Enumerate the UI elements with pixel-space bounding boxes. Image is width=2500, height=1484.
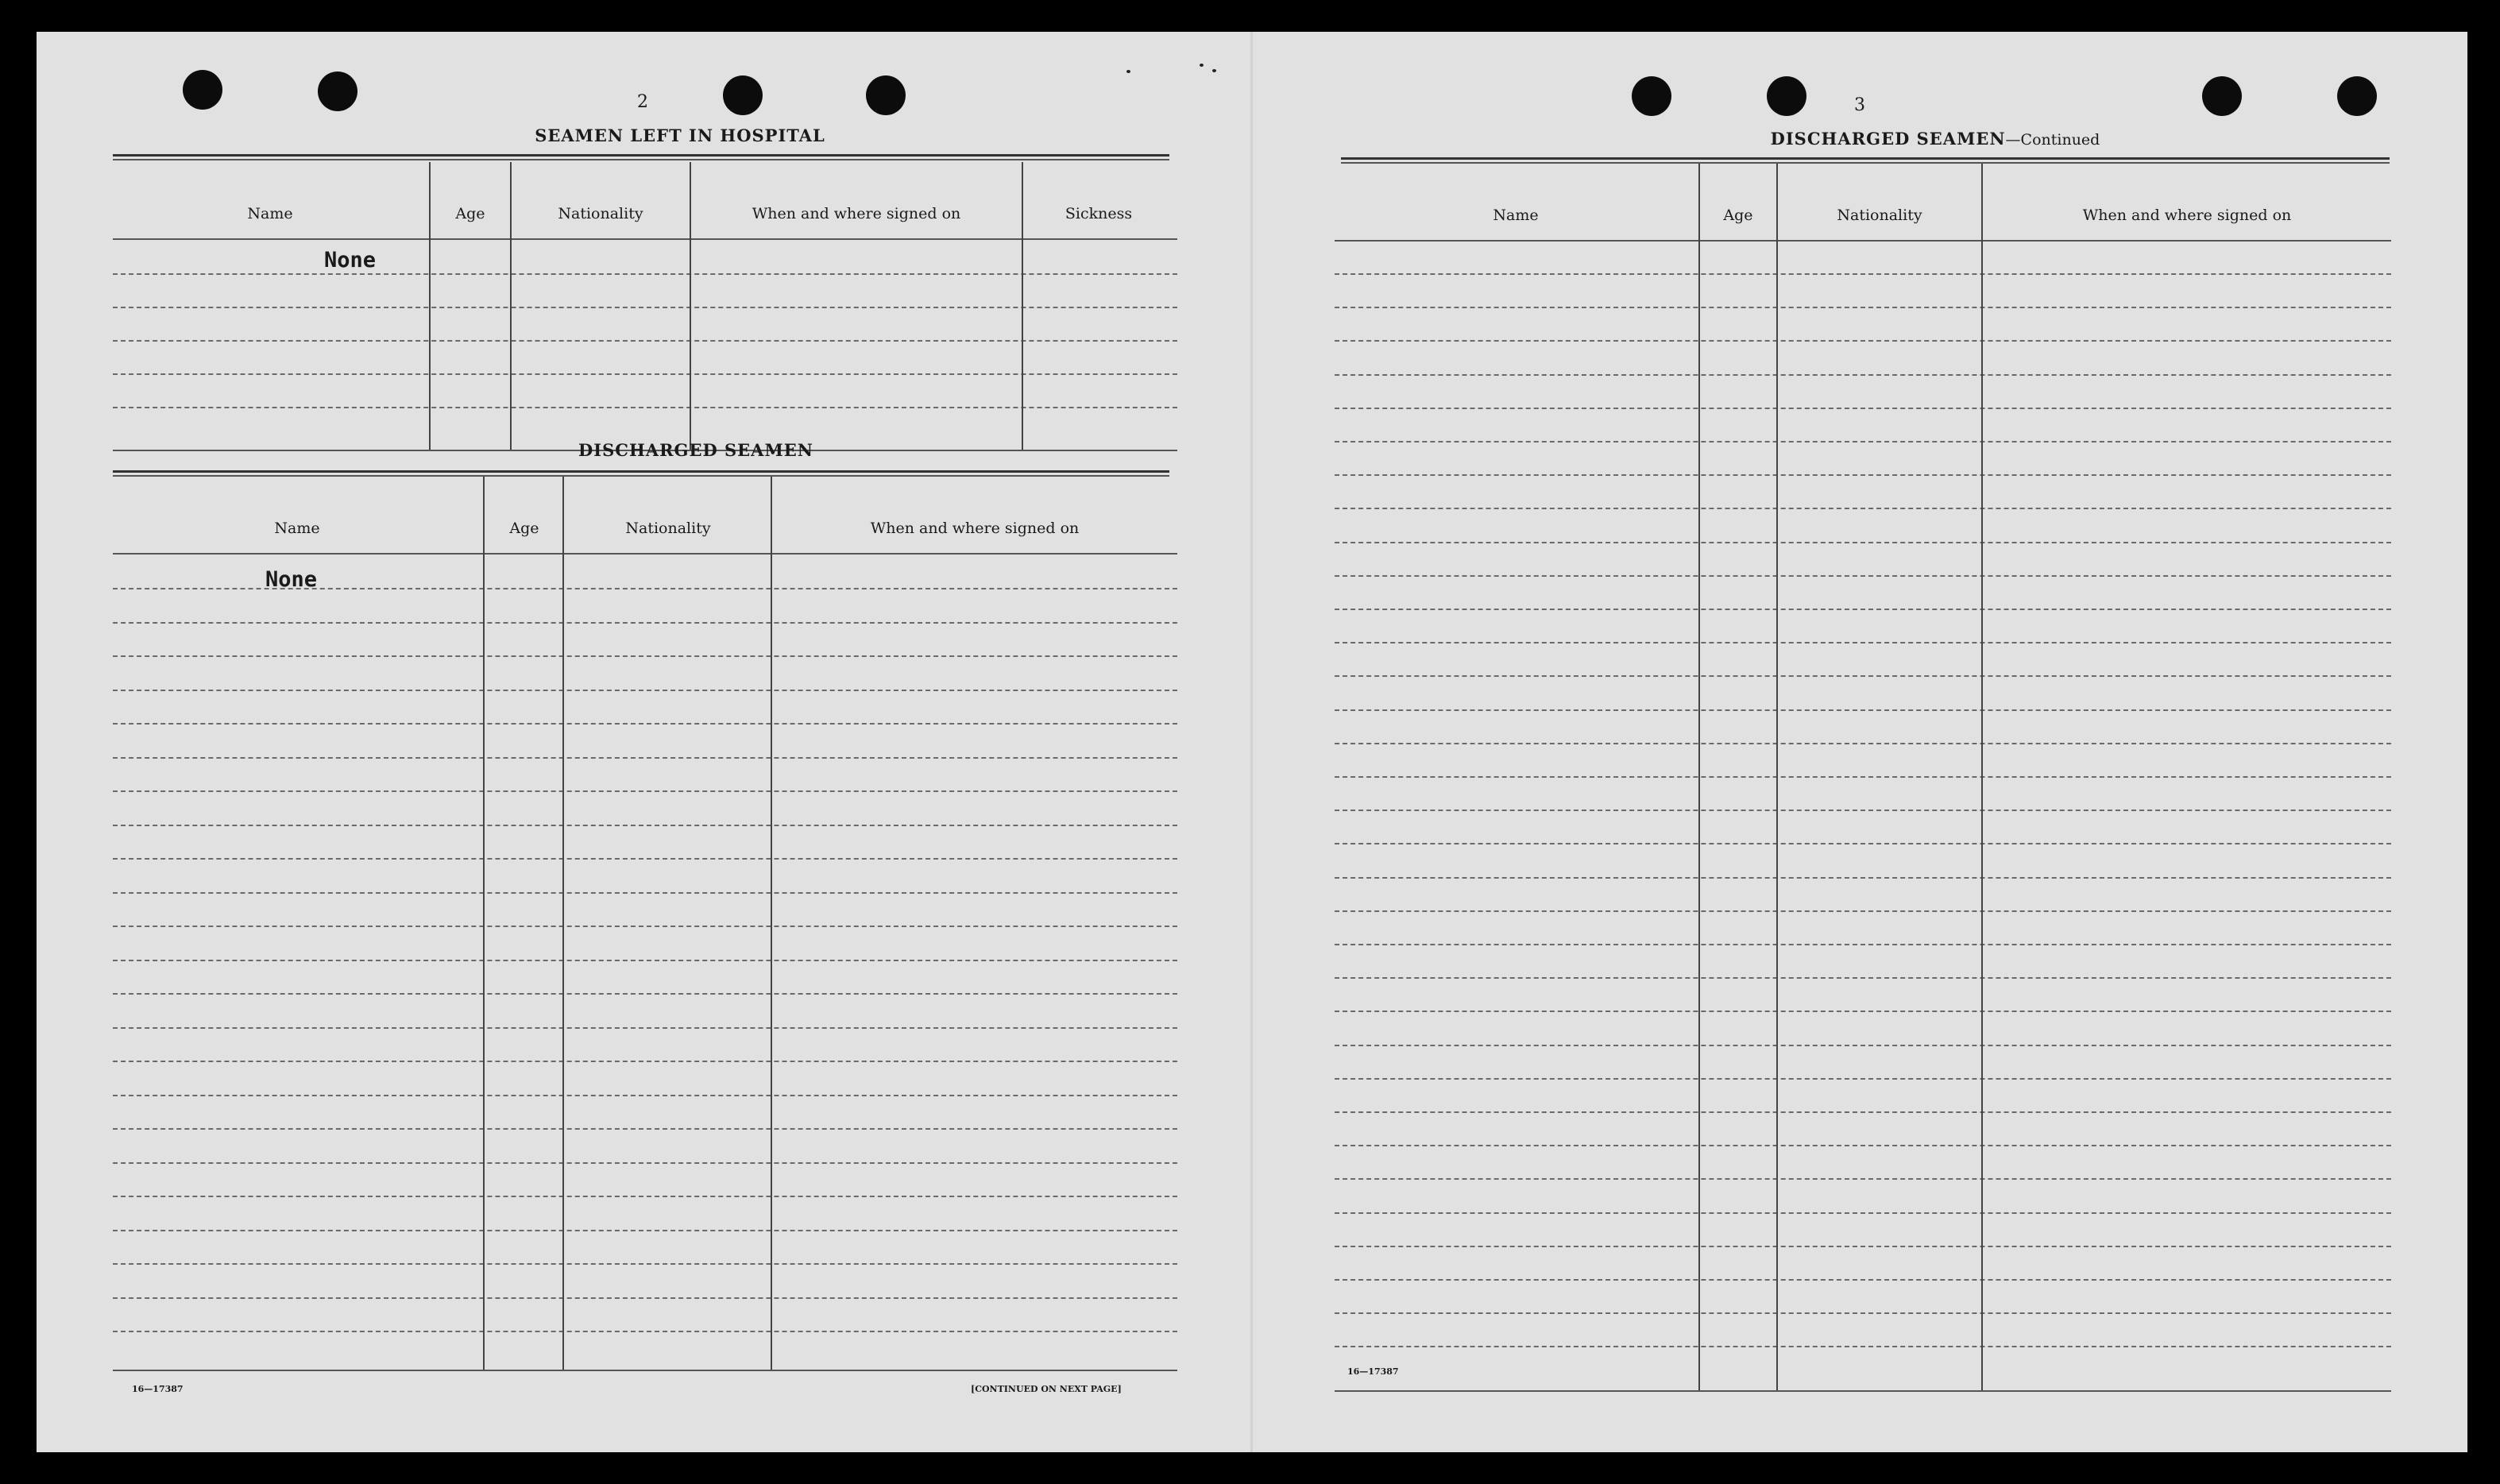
column-header-sickness: Sickness bbox=[1065, 205, 1133, 222]
row-rule bbox=[1335, 1011, 2391, 1012]
row-rule bbox=[1335, 307, 2391, 308]
row-rule bbox=[1335, 709, 2391, 711]
form-number: 16—17387 bbox=[132, 1384, 184, 1394]
column-header-nationality: Nationality bbox=[625, 520, 711, 537]
row-rule bbox=[113, 926, 1177, 927]
row-rule bbox=[1335, 273, 2391, 275]
row-rule bbox=[1335, 944, 2391, 945]
row-rule bbox=[113, 1027, 1177, 1029]
row-rule bbox=[1335, 542, 2391, 543]
punch-hole bbox=[183, 70, 222, 110]
section-title-discharged-continued bbox=[1673, 129, 2197, 149]
row-rule bbox=[1335, 1178, 2391, 1180]
discharged-continued-table bbox=[1335, 164, 2391, 1403]
punch-hole bbox=[1767, 76, 1806, 116]
row-rule bbox=[1335, 1312, 2391, 1314]
column-header-name: Name bbox=[274, 520, 320, 537]
row-rule bbox=[113, 825, 1177, 826]
column-header-nationality: Nationality bbox=[558, 205, 643, 222]
hospital-entry-none: None bbox=[324, 248, 377, 272]
row-rule bbox=[1335, 1212, 2391, 1214]
row-rule bbox=[1335, 575, 2391, 577]
row-rule bbox=[1335, 977, 2391, 979]
double-rule bbox=[113, 154, 1169, 160]
column-header-signed-on: When and where signed on bbox=[870, 520, 1080, 537]
row-rule bbox=[113, 655, 1177, 657]
double-rule bbox=[113, 470, 1169, 477]
row-rule bbox=[1335, 675, 2391, 677]
column-header-signed-on: When and where signed on bbox=[752, 205, 961, 222]
row-rule bbox=[113, 892, 1177, 894]
punch-hole bbox=[2202, 76, 2242, 116]
row-rule bbox=[1335, 810, 2391, 811]
row-rule bbox=[1335, 1145, 2391, 1146]
column-header-age: Age bbox=[509, 520, 539, 537]
punch-hole bbox=[318, 71, 357, 111]
page-number: 3 bbox=[1854, 95, 1865, 115]
row-rule bbox=[1335, 743, 2391, 744]
ink-speck bbox=[1126, 70, 1130, 73]
row-rule bbox=[1335, 1246, 2391, 1247]
row-rule bbox=[1335, 910, 2391, 912]
discharged-entry-none: None bbox=[265, 567, 318, 592]
row-rule bbox=[1335, 1045, 2391, 1046]
column-header-signed-on: When and where signed on bbox=[2082, 207, 2292, 224]
punch-hole bbox=[2337, 76, 2377, 116]
section-title-hospital: SEAMEN LEFT IN HOSPITAL bbox=[535, 126, 825, 145]
page-2 bbox=[37, 32, 1252, 1452]
form-sheet bbox=[37, 32, 2467, 1452]
row-rule bbox=[1335, 474, 2391, 476]
row-rule bbox=[1335, 508, 2391, 509]
row-rule bbox=[1335, 1279, 2391, 1281]
row-rule bbox=[113, 960, 1177, 961]
column-header-name: Name bbox=[1493, 207, 1539, 224]
discharged-table bbox=[113, 477, 1177, 1374]
row-rule bbox=[113, 690, 1177, 691]
row-rule bbox=[113, 1162, 1177, 1164]
punch-hole bbox=[723, 75, 763, 115]
page-3 bbox=[1252, 32, 2467, 1452]
ink-speck bbox=[1200, 64, 1204, 67]
row-rule bbox=[113, 723, 1177, 725]
column-header-age: Age bbox=[1723, 207, 1753, 224]
row-rule bbox=[1335, 776, 2391, 778]
row-rule bbox=[1335, 1078, 2391, 1080]
row-rule bbox=[1335, 642, 2391, 643]
continued-note: [CONTINUED ON NEXT PAGE] bbox=[971, 1384, 1122, 1394]
row-rule bbox=[1335, 374, 2391, 376]
column-header-nationality: Nationality bbox=[1837, 207, 1922, 224]
form-number: 16—17387 bbox=[1347, 1366, 1399, 1377]
row-rule bbox=[113, 1263, 1177, 1265]
row-rule bbox=[113, 757, 1177, 759]
page-number: 2 bbox=[637, 92, 648, 112]
row-rule bbox=[113, 858, 1177, 860]
row-rule bbox=[113, 1230, 1177, 1231]
hospital-table bbox=[113, 162, 1177, 458]
row-rule bbox=[113, 1196, 1177, 1197]
row-rule bbox=[113, 1095, 1177, 1096]
row-rule bbox=[1335, 609, 2391, 610]
row-rule bbox=[1335, 877, 2391, 879]
row-rule bbox=[113, 993, 1177, 995]
row-rule bbox=[113, 790, 1177, 792]
row-rule bbox=[113, 1297, 1177, 1299]
title-suffix: —Continued bbox=[2005, 131, 2100, 149]
row-rule bbox=[1335, 441, 2391, 442]
row-rule bbox=[113, 1061, 1177, 1062]
row-rule bbox=[1335, 1111, 2391, 1113]
column-header-age: Age bbox=[455, 205, 485, 222]
section-title: DISCHARGED SEAMEN bbox=[1770, 129, 2006, 149]
row-rule bbox=[113, 1331, 1177, 1332]
row-rule bbox=[113, 1128, 1177, 1130]
column-header-name: Name bbox=[247, 205, 293, 222]
row-rule bbox=[1335, 843, 2391, 844]
punch-hole bbox=[1632, 76, 1671, 116]
row-rule bbox=[113, 622, 1177, 624]
row-rule bbox=[1335, 1346, 2391, 1347]
section-title-discharged: DISCHARGED SEAMEN bbox=[578, 440, 813, 460]
row-rule bbox=[1335, 408, 2391, 409]
row-rule bbox=[1335, 340, 2391, 342]
double-rule bbox=[1341, 157, 2390, 164]
punch-hole bbox=[866, 75, 906, 115]
ink-speck bbox=[1212, 69, 1216, 72]
